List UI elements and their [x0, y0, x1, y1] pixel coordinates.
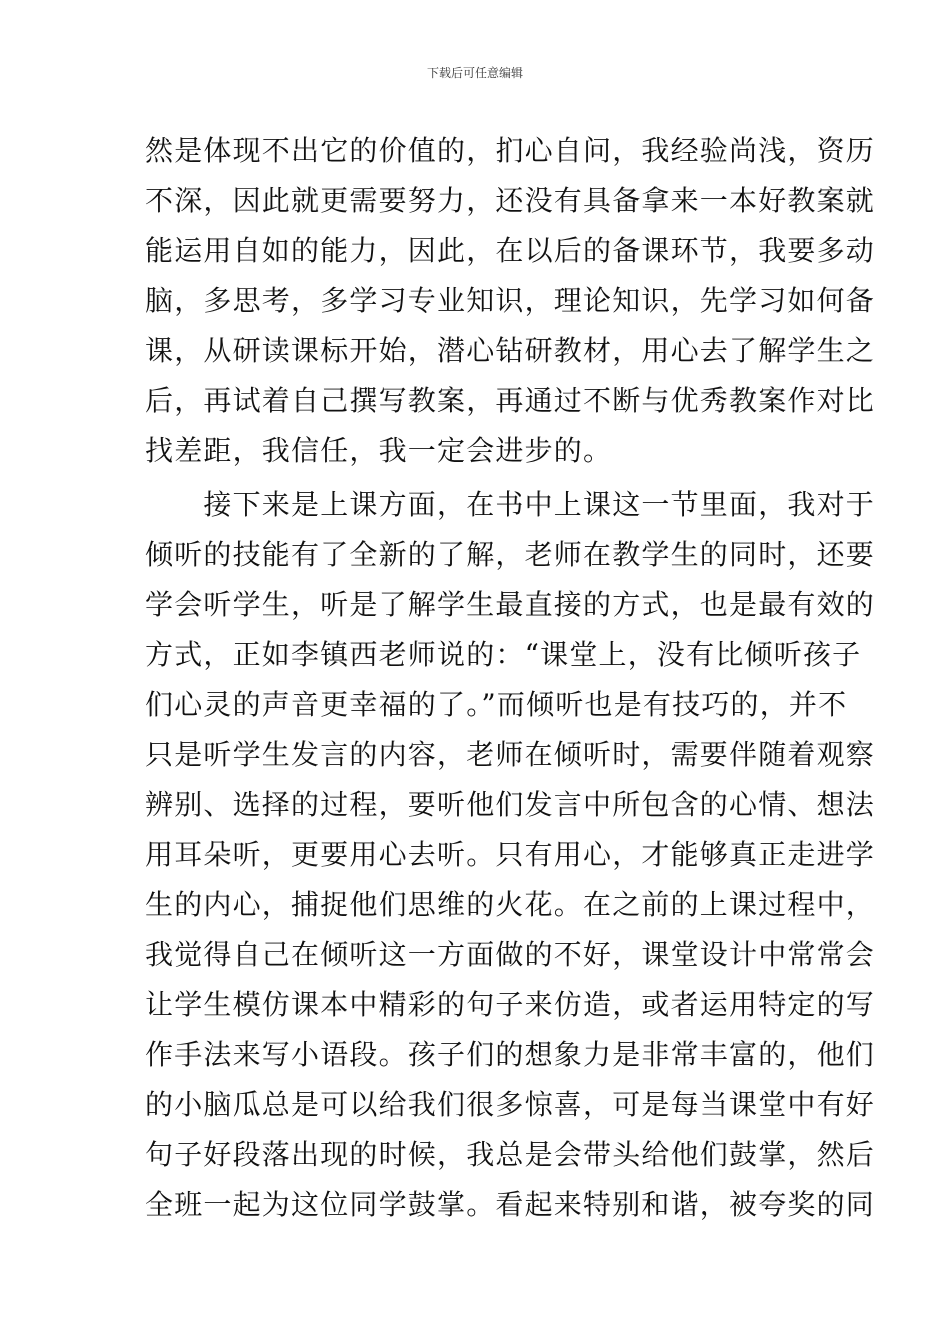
text-line: 用耳朵听，更要用心去听。只有用心，才能够真正走进学: [145, 838, 876, 871]
text-line: 找差距，我信任，我一定会进步的。: [145, 434, 613, 467]
text-line: 的小脑瓜总是可以给我们很多惊喜，可是每当课堂中有好: [145, 1088, 876, 1121]
text-line: 句子好段落出现的时候，我总是会带头给他们鼓掌，然后: [145, 1138, 876, 1171]
text-line: 能运用自如的能力，因此，在以后的备课环节，我要多动: [145, 234, 876, 267]
text-line: 作手法来写小语段。孩子们的想象力是非常丰富的，他们: [145, 1038, 876, 1071]
text-line: 只是听学生发言的内容，老师在倾听时，需要伴随着观察: [145, 738, 876, 771]
text-line: 学会听学生，听是了解学生最直接的方式，也是最有效的: [145, 588, 876, 621]
text-line: 生的内心，捕捉他们思维的火花。在之前的上课过程中，: [145, 888, 876, 921]
text-line: 让学生模仿课本中精彩的句子来仿造，或者运用特定的写: [145, 988, 876, 1021]
page-header: 下载后可任意编辑: [426, 66, 523, 80]
text-line: 辨别、选择的过程，要听他们发言中所包含的心情、想法: [145, 788, 876, 821]
text-line: 我觉得自己在倾听这一方面做的不好，课堂设计中常常会: [145, 938, 876, 971]
text-line: 全班一起为这位同学鼓掌。看起来特别和谐，被夸奖的同: [145, 1188, 876, 1221]
document-body: [145, 126, 876, 1230]
text-line: 方式，正如李镇西老师说的：“课堂上，没有比倾听孩子: [145, 638, 862, 671]
text-line: 们心灵的声音更幸福的了。”而倾听也是有技巧的，并不: [145, 688, 848, 721]
text-line: 然是体现不出它的价值的，扪心自问，我经验尚浅，资历: [145, 134, 876, 167]
text-line: 接下来是上课方面，在书中上课这一节里面，我对于: [145, 488, 876, 521]
paragraph: [145, 126, 876, 476]
text-line: 课，从研读课标开始，潜心钻研教材，用心去了解学生之: [145, 334, 876, 367]
text-line: 不深，因此就更需要努力，还没有具备拿来一本好教案就: [145, 184, 876, 217]
paragraph: [145, 480, 876, 1230]
text-line: 后，再试着自己撰写教案，再通过不断与优秀教案作对比: [145, 384, 876, 417]
text-line: 脑，多思考，多学习专业知识，理论知识，先学习如何备: [145, 284, 876, 317]
text-line: 倾听的技能有了全新的了解，老师在教学生的同时，还要: [145, 538, 876, 571]
